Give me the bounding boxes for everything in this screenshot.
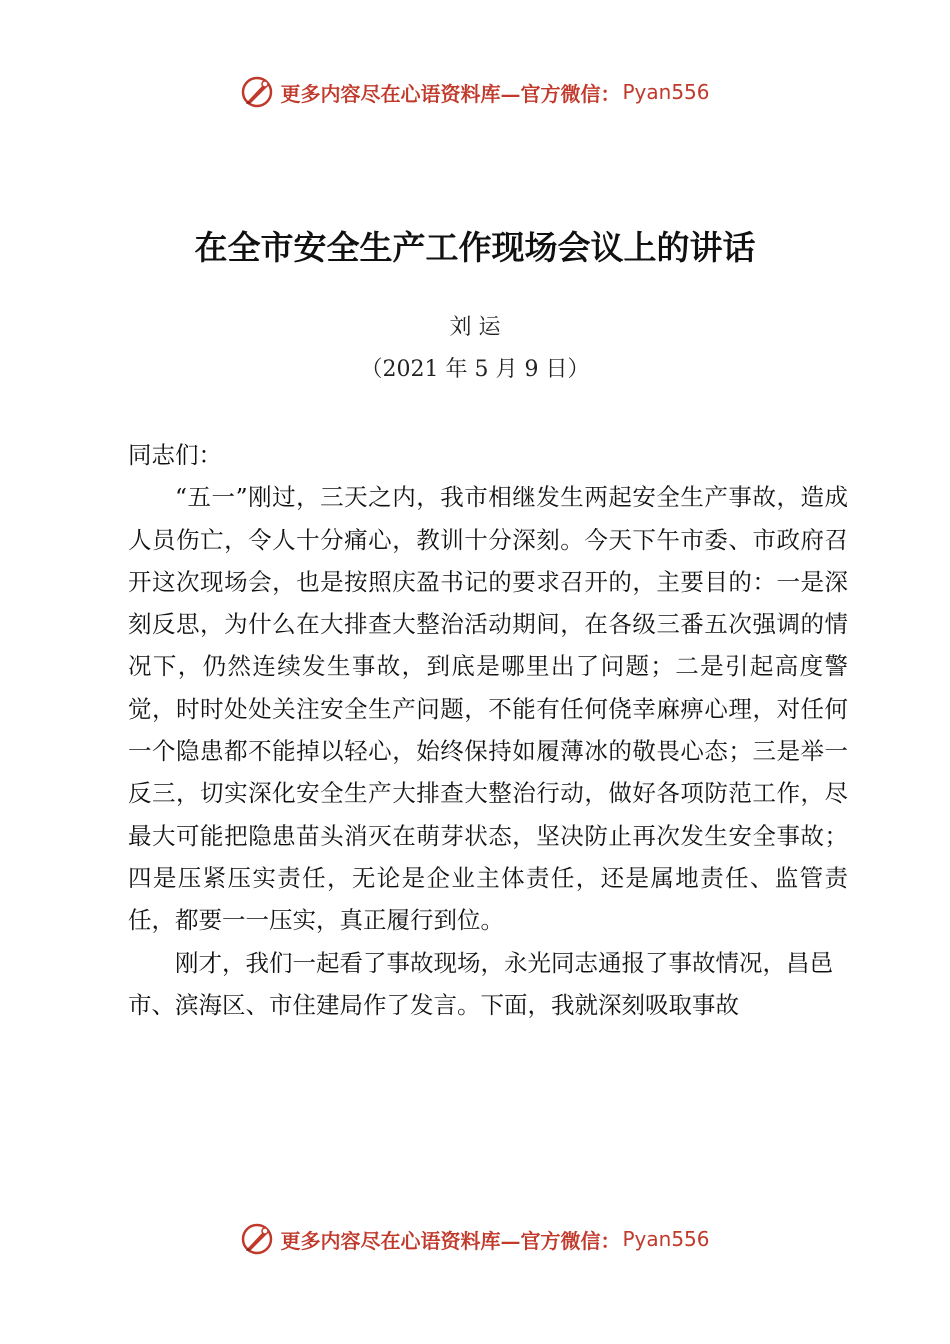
document-author: 刘 运 — [449, 315, 501, 340]
greeting: 同志们： — [128, 441, 222, 469]
pen-circle-logo-icon — [240, 1222, 274, 1256]
banner-wechat-id: Pyan556 — [622, 80, 710, 104]
banner-text: 更多内容尽在心语资料库—官方微信： — [280, 1228, 621, 1253]
document-body — [128, 434, 848, 1026]
banner-text: 更多内容尽在心语资料库—官方微信： — [280, 81, 621, 106]
paragraph: “五一”刚过，三天之内，我市相继发生两起安全生产事故，造成人员伤亡，令人十分痛心，教训十分深刻。今天下午市委、市政府召开这次现场会，也是按照庆盈书记的要求召开的，主要目的：一是深刻反思，为什么在大排查大整治活动期间，在各级三番五次强调的情况下，仍然连续发生事故，到底是哪里出了问题；二是引起高度警觉，时时处处关注安全生产问题，不能有任何侥幸麻痹心理，对任何一个隐患都不能掉以轻心，始终保持如履薄冰的敬畏心态；三是举一反三，切实深化安全生产大排查大整治行动，做好各项防范工作，尽最大可能把隐患苗头消灭在萌芽状态，坚决防止再次发生安全事故；四是压紧压实责任，无论是企业主体责任，还是属地责任、监管责任，都要一一压实，真正履行到位。 — [128, 483, 848, 935]
paragraph: 刚才，我们一起看了事故现场，永光同志通报了事故情况，昌邑市、滨海区、市住建局作了发言。下面，我就深刻吸取事故 — [128, 948, 833, 1019]
header-banner — [0, 72, 950, 112]
footer-banner — [0, 1219, 950, 1259]
document-date: （2021 年 5 月 9 日） — [360, 357, 590, 382]
pen-circle-logo-icon — [240, 75, 274, 109]
document-title: 在全市安全生产工作现场会议上的讲话 — [194, 228, 756, 267]
banner-wechat-id: Pyan556 — [622, 1227, 710, 1251]
